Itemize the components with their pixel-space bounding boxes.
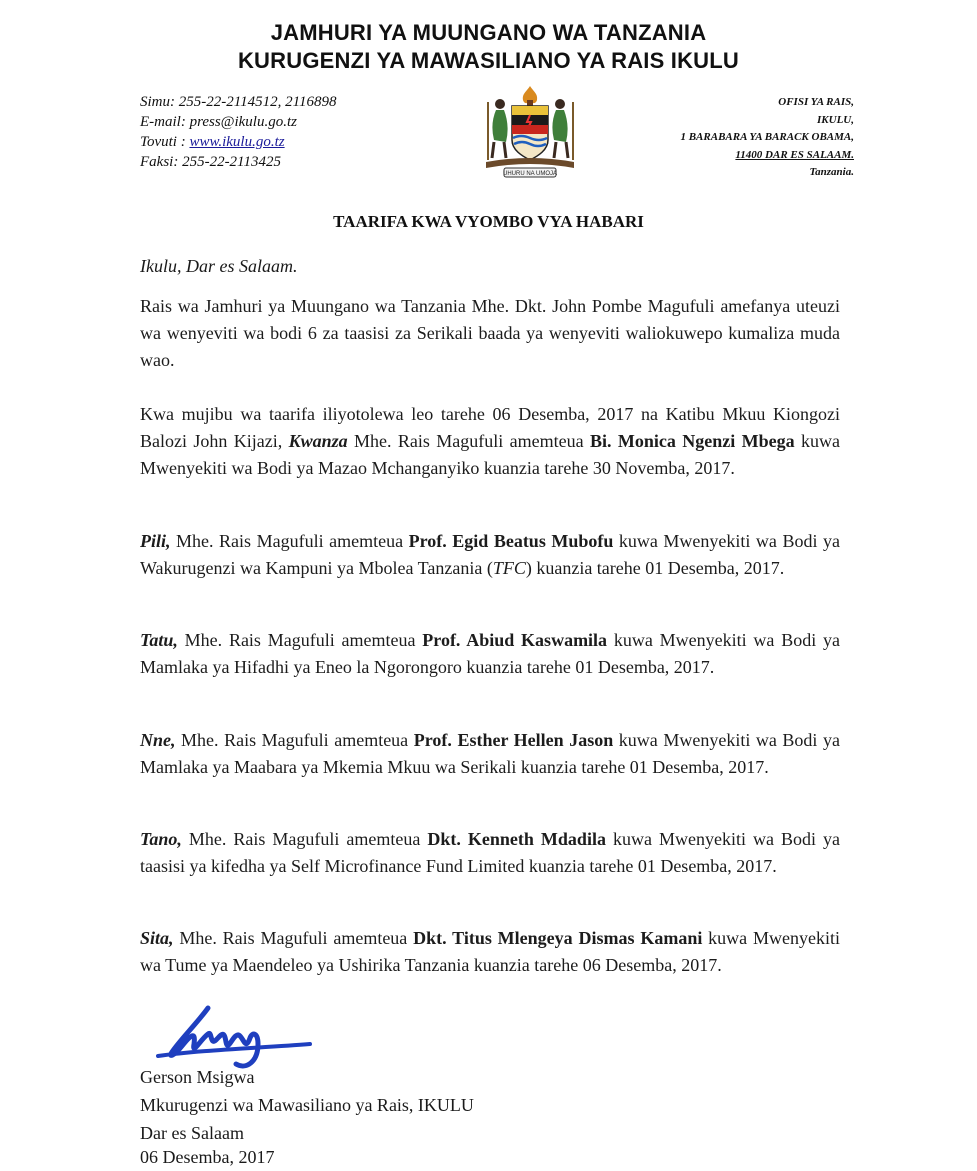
web-link[interactable]: www.ikulu.go.tz bbox=[189, 134, 285, 150]
fax-line: Faksi: 255-22-2113425 bbox=[140, 154, 281, 170]
tanzania-coat-of-arms-icon bbox=[476, 82, 584, 182]
phone-line: Simu: 255-22-2114512, 2116898 bbox=[140, 94, 337, 110]
handwritten-signature-icon bbox=[150, 1000, 320, 1075]
appointee-name: Prof. Abiud Kaswamila bbox=[422, 630, 608, 650]
office-line-3: 1 BARABARA YA BARACK OBAMA, bbox=[680, 131, 854, 143]
place-line: Ikulu, Dar es Salaam. bbox=[140, 256, 298, 276]
appointee-name: Dkt. Titus Mlengeya Dismas Kamani bbox=[413, 928, 703, 948]
document-title: TAARIFA KWA VYOMBO VYA HABARI bbox=[333, 212, 644, 231]
svg-text:UHURU NA UMOJA: UHURU NA UMOJA bbox=[502, 171, 558, 177]
paragraph-appointment-4 bbox=[140, 727, 840, 781]
appointee-name: Prof. Esther Hellen Jason bbox=[413, 730, 614, 750]
text: ) kuanzia tarehe 01 Desemba, 2017. bbox=[525, 558, 785, 578]
paragraph-intro: Rais wa Jamhuri ya Muungano wa Tanzania Mhe. Dkt. John Pombe Magufuli amefanya uteuzi wa wenyeviti wa bodi 6 za taasisi za Serikali baada ya wenyeviti waliokuwepo kumaliza muda wao. bbox=[140, 296, 840, 370]
office-address bbox=[680, 94, 854, 182]
text: Mhe. Rais Magufuli amemteua bbox=[173, 928, 414, 948]
web-line bbox=[140, 132, 337, 152]
ordinal: Sita, bbox=[140, 928, 174, 948]
web-label: Tovuti : bbox=[140, 134, 190, 150]
appointee-name: Bi. Monica Ngenzi Mbega bbox=[589, 431, 795, 451]
text: Mhe. Rais Magufuli amemteua bbox=[181, 829, 428, 849]
header-line-1: JAMHURI YA MUUNGANO WA TANZANIA bbox=[270, 20, 707, 45]
paragraph-appointment-3 bbox=[140, 627, 840, 681]
text: kuwa Mwenyekiti wa Bodi ya Wakurugenzi wa Kampuni ya Mbolea Tanzania ( bbox=[140, 531, 840, 578]
office-line-4: 11400 DAR ES SALAAM. bbox=[735, 148, 854, 161]
text: kuwa Mwenyekiti wa Bodi ya Mamlaka ya Maabara ya Mkemia Mkuu wa Serikali kuanzia tarehe 01 Desemba, 2017. bbox=[140, 730, 840, 777]
abbreviation: TFC bbox=[492, 558, 526, 578]
ordinal: Kwanza bbox=[288, 431, 348, 451]
text: kuwa Mwenyekiti wa Bodi ya Mazao Mchanganyiko kuanzia tarehe 30 Novemba, 2017. bbox=[140, 431, 840, 478]
paragraph-appointment-5 bbox=[140, 826, 840, 880]
paragraph-appointment-6 bbox=[140, 925, 840, 979]
text: Mhe. Rais Magufuli amemteua bbox=[177, 630, 423, 650]
email-line: E-mail: press@ikulu.go.tz bbox=[140, 114, 297, 130]
text: Kwa mujibu wa taarifa iliyotolewa leo tarehe 06 Desemba, 2017 na Katibu Mkuu Kiongozi Balozi John Kijazi, bbox=[140, 404, 840, 451]
text: kuwa Mwenyekiti wa Bodi ya Mamlaka ya Hifadhi ya Eneo la Ngorongoro kuanzia tarehe 01 Desemba, 2017. bbox=[140, 630, 840, 677]
signatory-city: Dar es Salaam bbox=[140, 1123, 244, 1143]
contact-block bbox=[140, 92, 337, 172]
text: kuwa Mwenyekiti wa Bodi ya taasisi ya kifedha ya Self Microfinance Fund Limited kuanzia tarehe 01 Desemba, 2017. bbox=[140, 829, 840, 876]
ordinal: Tano, bbox=[140, 829, 182, 849]
appointee-name: Prof. Egid Beatus Mubofu bbox=[408, 531, 614, 551]
ordinal: Tatu, bbox=[140, 630, 178, 650]
header-line-2: KURUGENZI YA MAWASILIANO YA RAIS IKULU bbox=[237, 48, 740, 73]
ordinal: Pili, bbox=[140, 531, 171, 551]
signatory-title: Mkurugenzi wa Mawasiliano ya Rais, IKULU bbox=[140, 1095, 474, 1115]
office-line-1: OFISI YA RAIS, bbox=[778, 96, 854, 108]
office-line-5: Tanzania. bbox=[809, 166, 854, 178]
appointee-name: Dkt. Kenneth Mdadila bbox=[427, 829, 606, 849]
paragraph-appointment-2 bbox=[140, 528, 840, 582]
text: Mhe. Rais Magufuli amemteua bbox=[170, 531, 409, 551]
ordinal: Nne, bbox=[140, 730, 176, 750]
text: kuwa Mwenyekiti wa Tume ya Maendeleo ya Ushirika Tanzania kuanzia tarehe 06 Desemba, 2017. bbox=[140, 928, 840, 975]
signatory-date: 06 Desemba, 2017 bbox=[140, 1147, 275, 1167]
office-line-2: IKULU, bbox=[817, 113, 854, 126]
signatory-name: Gerson Msigwa bbox=[140, 1067, 255, 1087]
sign-off-block bbox=[140, 1063, 474, 1147]
text: Mhe. Rais Magufuli amemteua bbox=[175, 730, 414, 750]
text: Mhe. Rais Magufuli amemteua bbox=[347, 431, 590, 451]
paragraph-appointment-1 bbox=[140, 401, 840, 482]
